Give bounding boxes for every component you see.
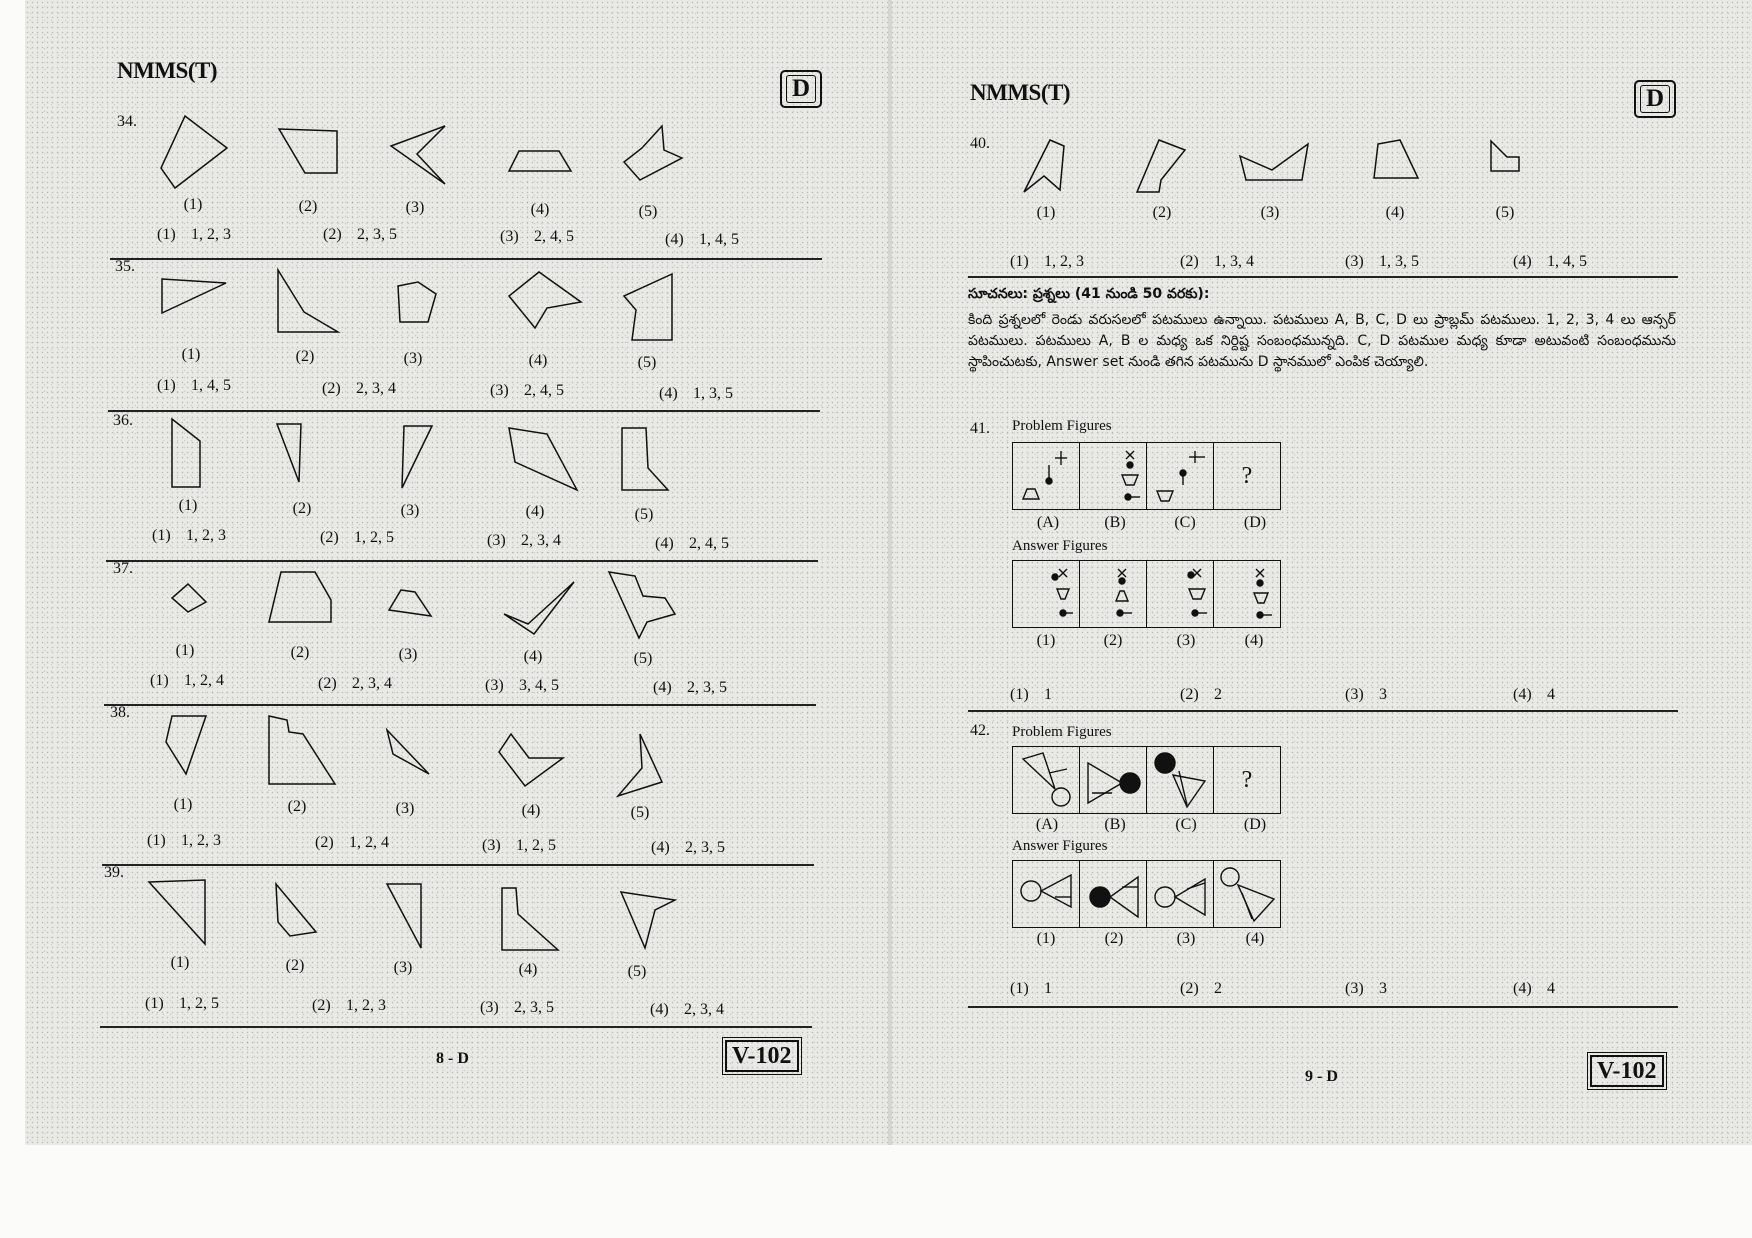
badge-letter: D xyxy=(786,75,816,103)
figure-label: (C) xyxy=(1175,816,1197,833)
booklet-badge-left xyxy=(780,70,822,108)
question-divider xyxy=(968,276,1678,278)
answer-option-2[interactable]: (2) 2, 3, 4 xyxy=(322,380,396,397)
figure-label: (3) xyxy=(1176,930,1196,947)
answer-figure-3[interactable] xyxy=(1147,561,1214,627)
figure-label: (4) xyxy=(1244,632,1264,649)
figure-label: (1) xyxy=(183,196,203,213)
problem-figure-d: ? xyxy=(1241,766,1253,793)
figure-label: (D) xyxy=(1243,816,1267,833)
figure-q38-3 xyxy=(383,726,433,778)
figure-label: (2) xyxy=(295,348,315,365)
figure-q34-5 xyxy=(620,122,690,182)
figure-label: (5) xyxy=(630,804,650,821)
figure-label: (3) xyxy=(405,199,425,216)
question-number: 34. xyxy=(117,113,137,130)
figure-q39-5 xyxy=(617,886,679,952)
figure-q36-5 xyxy=(618,424,674,494)
figure-label: (1) xyxy=(1036,930,1056,947)
problem-figure-c xyxy=(1147,747,1214,813)
figure-label: (5) xyxy=(638,203,658,220)
figure-label: (1) xyxy=(178,497,198,514)
question-divider xyxy=(110,258,822,260)
answer-option-1[interactable]: (1) 1 xyxy=(1010,980,1052,997)
question-number: 40. xyxy=(970,135,990,152)
figure-q37-1 xyxy=(168,580,210,616)
answer-option-1[interactable]: (1) 1, 2, 5 xyxy=(145,995,219,1012)
question-divider xyxy=(968,710,1678,712)
page-fold xyxy=(888,0,892,1145)
figure-label: (1) xyxy=(170,954,190,971)
figure-label: (A) xyxy=(1035,816,1059,833)
figure-label: (1) xyxy=(1036,632,1056,649)
figure-q39-4 xyxy=(498,884,562,954)
figure-q37-4 xyxy=(500,578,580,636)
figure-label: (2) xyxy=(290,644,310,661)
answer-option-1[interactable]: (1) 1, 2, 3 xyxy=(1010,253,1084,270)
question-divider xyxy=(104,704,816,706)
figure-label: (2) xyxy=(1103,632,1123,649)
answer-option-3[interactable]: (3) 3 xyxy=(1345,686,1387,703)
figure-q40-1 xyxy=(1020,136,1070,196)
answer-option-4[interactable]: (4) 2, 3, 5 xyxy=(653,679,727,696)
figure-label: (3) xyxy=(1260,204,1280,221)
answer-figure-3[interactable] xyxy=(1147,861,1214,927)
problem-figures-label: Problem Figures xyxy=(1012,418,1112,434)
booklet-badge-right xyxy=(1634,80,1676,118)
problem-figure-b xyxy=(1080,747,1147,813)
answer-option-2[interactable]: (2) 1, 3, 4 xyxy=(1180,253,1254,270)
figure-q40-4 xyxy=(1370,136,1424,182)
answer-figure-2[interactable] xyxy=(1080,561,1147,627)
figure-q34-4 xyxy=(505,145,575,175)
figure-label: (B) xyxy=(1104,514,1126,531)
question-divider xyxy=(108,410,820,412)
answer-figure-4[interactable] xyxy=(1214,861,1280,927)
figure-label: (5) xyxy=(633,650,653,667)
answer-option-3[interactable]: (3) 2, 4, 5 xyxy=(490,382,564,399)
figure-label: (3) xyxy=(398,646,418,663)
figure-q40-2 xyxy=(1133,136,1189,196)
figure-label: (2) xyxy=(285,957,305,974)
figure-q38-1 xyxy=(162,712,210,778)
figure-q35-3 xyxy=(390,278,440,326)
figure-label: (1) xyxy=(181,346,201,363)
figure-label: (4) xyxy=(528,352,548,369)
question-number: 39. xyxy=(104,864,124,881)
figure-q39-1 xyxy=(145,876,211,948)
figure-label: (3) xyxy=(393,959,413,976)
problem-figure-a xyxy=(1013,443,1080,509)
page-header-left: NMMS(T) xyxy=(117,58,217,83)
figure-label: (4) xyxy=(1245,930,1265,947)
figure-q39-3 xyxy=(383,880,427,952)
question-number: 41. xyxy=(970,420,990,437)
answer-figures-label: Answer Figures xyxy=(1012,538,1108,554)
figure-label: (2) xyxy=(298,198,318,215)
instructions-title: సూచనలు: ప్రశ్నలు (41 నుండి 50 వరకు): xyxy=(968,286,1210,302)
question-divider xyxy=(100,1026,812,1028)
figure-label: (3) xyxy=(395,800,415,817)
question-divider xyxy=(968,1006,1678,1008)
figure-q36-3 xyxy=(398,422,438,492)
answer-option-3[interactable]: (3) 2, 3, 4 xyxy=(487,532,561,549)
answer-figures-q42[interactable] xyxy=(1012,860,1281,928)
answer-option-3[interactable]: (3) 2, 4, 5 xyxy=(500,228,574,245)
figure-q40-5 xyxy=(1487,137,1523,175)
answer-option-2[interactable]: (2) 2, 3, 4 xyxy=(318,675,392,692)
figure-label: (2) xyxy=(1152,204,1172,221)
figure-label: (1) xyxy=(173,796,193,813)
figure-label: (C) xyxy=(1174,514,1196,531)
paper-code-left: V-102 xyxy=(725,1040,799,1072)
answer-option-4[interactable]: (4) 2, 3, 4 xyxy=(650,1001,724,1018)
answer-figure-2[interactable] xyxy=(1080,861,1147,927)
problem-figure-d: ? xyxy=(1241,462,1253,489)
answer-option-4[interactable]: (4) 4 xyxy=(1513,980,1555,997)
page-number-right: 9 - D xyxy=(1305,1068,1338,1085)
page-number-left: 8 - D xyxy=(436,1050,469,1067)
figure-q38-2 xyxy=(265,712,339,788)
answer-option-3[interactable]: (3) 1, 3, 5 xyxy=(1345,253,1419,270)
question-divider xyxy=(102,864,814,866)
figure-label: (5) xyxy=(627,963,647,980)
problem-figures-label: Problem Figures xyxy=(1012,724,1112,740)
instructions-text: కింది ప్రశ్నలలో రెండు వరుసలలో పటములు ఉన్నాయి. పటములు A, B, C, D లు ప్రాబ్లమ్ పటములు. 1, 2, 3, 4 లు ఆన్సర్ పటములు. పటములు A, B ల మధ్య ఒక నిర్దిష్ట సంబంధమున్నది. C, D పటముల మధ్య కూడా అటువంటి సంబంధమును స్థాపించుటకు, Answer set నుండి తగిన పటమును D స్థానములో ఎంపిక చెయ్యాలి. xyxy=(968,312,1676,370)
figure-q35-1 xyxy=(158,275,230,317)
figure-label: (4) xyxy=(518,961,538,978)
answer-option-2[interactable]: (2) 1, 2, 3 xyxy=(312,997,386,1014)
figure-q38-5 xyxy=(612,730,666,800)
figure-q36-1 xyxy=(168,415,208,491)
answer-option-2[interactable]: (2) 1, 2, 5 xyxy=(320,529,394,546)
figure-q37-2 xyxy=(265,568,335,626)
answer-option-4[interactable]: (4) 2, 3, 5 xyxy=(651,839,725,856)
problem-figure-b xyxy=(1080,443,1147,509)
figure-label: (B) xyxy=(1104,816,1126,833)
answer-option-3[interactable]: (3) 1, 2, 5 xyxy=(482,837,556,854)
figure-label: (5) xyxy=(634,506,654,523)
figure-label: (3) xyxy=(403,350,423,367)
answer-option-2[interactable]: (2) 1, 2, 4 xyxy=(315,834,389,851)
figure-q39-2 xyxy=(272,880,322,940)
question-number: 35. xyxy=(115,258,135,275)
figure-q34-3 xyxy=(385,122,455,188)
answer-figure-4[interactable] xyxy=(1214,561,1280,627)
figure-q36-2 xyxy=(273,420,307,486)
figure-q37-3 xyxy=(385,586,435,620)
problem-figure-a xyxy=(1013,747,1080,813)
answer-option-1[interactable]: (1) 1, 2, 3 xyxy=(152,527,226,544)
figure-q38-4 xyxy=(495,730,567,790)
problem-figures-q42 xyxy=(1012,746,1281,814)
figure-label: (3) xyxy=(400,502,420,519)
problem-figures-q41 xyxy=(1012,442,1281,510)
figure-label: (4) xyxy=(523,648,543,665)
problem-figure-c xyxy=(1147,443,1214,509)
answer-figure-1[interactable] xyxy=(1013,561,1080,627)
question-number: 38. xyxy=(110,704,130,721)
page-header-right: NMMS(T) xyxy=(970,80,1070,105)
answer-option-4[interactable]: (4) 4 xyxy=(1513,686,1555,703)
answer-option-4[interactable]: (4) 1, 4, 5 xyxy=(1513,253,1587,270)
answer-option-1[interactable]: (1) 1, 2, 3 xyxy=(157,226,231,243)
answer-option-1[interactable]: (1) 1, 2, 4 xyxy=(150,672,224,689)
answer-option-2[interactable]: (2) 2 xyxy=(1180,980,1222,997)
figure-q36-4 xyxy=(505,424,581,494)
figure-q35-4 xyxy=(505,268,585,332)
answer-option-3[interactable]: (3) 2, 3, 5 xyxy=(480,999,554,1016)
figure-q35-5 xyxy=(620,270,680,344)
figure-label: (4) xyxy=(521,802,541,819)
answer-option-2[interactable]: (2) 2, 3, 5 xyxy=(323,226,397,243)
answer-option-3[interactable]: (3) 3, 4, 5 xyxy=(485,677,559,694)
figure-q35-2 xyxy=(272,266,342,336)
answer-option-3[interactable]: (3) 3 xyxy=(1345,980,1387,997)
answer-option-4[interactable]: (4) 1, 3, 5 xyxy=(659,385,733,402)
answer-figures-label: Answer Figures xyxy=(1012,838,1108,854)
figure-label: (A) xyxy=(1036,514,1060,531)
question-number: 42. xyxy=(970,722,990,739)
figure-q34-2 xyxy=(275,125,345,175)
answer-option-1[interactable]: (1) 1 xyxy=(1010,686,1052,703)
question-divider xyxy=(106,560,818,562)
figure-label: (4) xyxy=(1385,204,1405,221)
paper-code-right: V-102 xyxy=(1590,1055,1664,1087)
question-number: 37. xyxy=(113,560,133,577)
badge-letter: D xyxy=(1640,85,1670,113)
figure-label: (4) xyxy=(525,503,545,520)
figure-label: (3) xyxy=(1176,632,1196,649)
figure-label: (5) xyxy=(1495,204,1515,221)
figure-label: (1) xyxy=(1036,204,1056,221)
answer-option-4[interactable]: (4) 2, 4, 5 xyxy=(655,535,729,552)
answer-figure-1[interactable] xyxy=(1013,861,1080,927)
answer-option-1[interactable]: (1) 1, 2, 3 xyxy=(147,832,221,849)
figure-label: (2) xyxy=(1104,930,1124,947)
figure-q37-5 xyxy=(605,568,681,640)
answer-option-2[interactable]: (2) 2 xyxy=(1180,686,1222,703)
figure-q34-1 xyxy=(155,112,235,192)
figure-label: (5) xyxy=(637,354,657,371)
figure-label: (4) xyxy=(530,201,550,218)
answer-figures-q41[interactable] xyxy=(1012,560,1281,628)
figure-label: (1) xyxy=(175,642,195,659)
figure-label: (2) xyxy=(292,500,312,517)
figure-label: (2) xyxy=(287,798,307,815)
answer-option-4[interactable]: (4) 1, 4, 5 xyxy=(665,231,739,248)
answer-option-1[interactable]: (1) 1, 4, 5 xyxy=(157,377,231,394)
figure-label: (D) xyxy=(1243,514,1267,531)
question-number: 36. xyxy=(113,412,133,429)
figure-q40-3 xyxy=(1236,140,1312,184)
